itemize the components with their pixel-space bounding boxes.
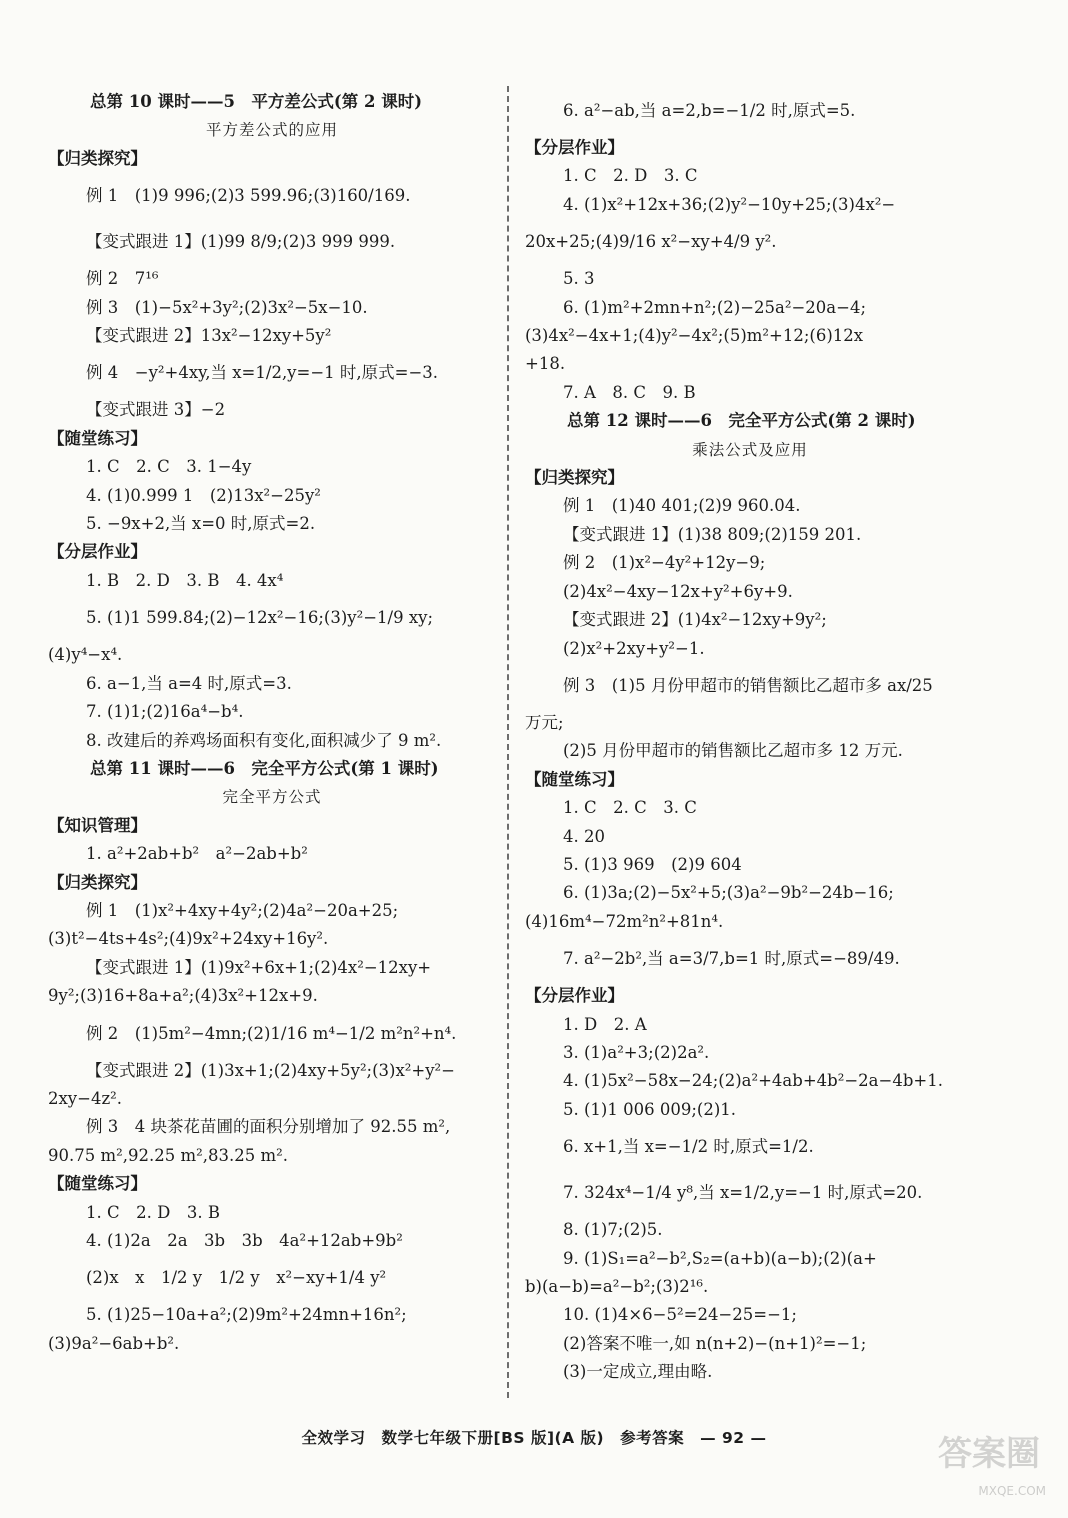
answer-line: 1. C 2. C 3. C: [563, 798, 697, 818]
answer-line: 4. 20: [563, 826, 605, 846]
answer-line: 9. (1)S₁=a²−b²,S₂=(a+b)(a−b);(2)(a+: [563, 1248, 877, 1268]
answer-line: (2)答案不唯一,如 n(n+2)−(n+1)²=−1;: [563, 1333, 867, 1353]
section-heading: 【随堂练习】: [48, 1174, 147, 1194]
watermark-logo-text: 答案圈: [938, 1434, 1040, 1474]
answer-line: 6. (1)m²+2mn+n²;(2)−25a²−20a−4;: [563, 297, 867, 317]
answer-line: 例 3 (1)5 月份甲超市的销售额比乙超市多 ax/25: [563, 675, 933, 695]
answer-line: 例 2 (1)5m²−4mn;(2)1/16 m⁴−1/2 m²n²+n⁴.: [86, 1023, 457, 1043]
answer-line: 2xy−4z².: [48, 1088, 123, 1108]
answer-line: 5. −9x+2,当 x=0 时,原式=2.: [86, 514, 316, 534]
answer-line: 6. (1)3a;(2)−5x²+5;(3)a²−9b²−24b−16;: [563, 883, 894, 903]
answer-line: 90.75 m²,92.25 m²,83.25 m².: [48, 1145, 288, 1165]
answer-line: 例 2 (1)x²−4y²+12y−9;: [563, 553, 766, 573]
answer-line: 6. a²−ab,当 a=2,b=−1/2 时,原式=5.: [563, 101, 856, 120]
left-column: [48, 88, 496, 1358]
answer-line: 5. (1)1 006 009;(2)1.: [563, 1099, 737, 1119]
answer-line: 【变式跟进 3】−2: [86, 400, 226, 420]
section-heading: 【分层作业】: [48, 542, 147, 562]
watermark-logo: [910, 1426, 1050, 1498]
answer-line: 【变式跟进 2】(1)4x²−12xy+9y²;: [563, 610, 827, 630]
answer-line: (4)y⁴−x⁴.: [48, 645, 123, 665]
answer-line: 7. a²−2b²,当 a=3/7,b=1 时,原式=−89/49.: [563, 949, 900, 969]
answer-line: (2)x²+2xy+y²−1.: [563, 638, 705, 658]
answer-line: (3)9a²−6ab+b².: [48, 1333, 180, 1353]
section-heading: 【随堂练习】: [48, 428, 147, 448]
answer-line: 6. x+1,当 x=−1/2 时,原式=1/2.: [563, 1137, 814, 1157]
answer-line: 4. (1)5x²−58x−24;(2)a²+4ab+4b²−2a−4b+1.: [563, 1071, 943, 1091]
answer-line: (4)16m⁴−72m²n²+81n⁴.: [525, 911, 724, 931]
section-heading: 【归类探究】: [48, 872, 147, 892]
lesson-subtitle: 乘法公式及应用: [692, 440, 808, 459]
answer-line: 4. (1)x²+12x+36;(2)y²−10y+25;(3)4x²−: [563, 194, 896, 214]
answer-line: 5. (1)25−10a+a²;(2)9m²+24mn+16n²;: [86, 1305, 407, 1325]
answer-line: 例 3 4 块茶花苗圃的面积分别增加了 92.55 m²,: [86, 1117, 451, 1137]
answer-line: 8. (1)7;(2)5.: [563, 1220, 663, 1240]
answer-line: 5. (1)3 969 (2)9 604: [563, 854, 742, 874]
section-heading: 【知识管理】: [48, 815, 147, 835]
page-footer: 全效学习 数学七年级下册[BS 版](A 版) 参考答案 — 92 —: [301, 1429, 767, 1447]
answer-line: 7. A 8. C 9. B: [563, 382, 696, 402]
answer-line: 1. a²+2ab+b² a²−2ab+b²: [86, 844, 308, 864]
answer-line: 20x+25;(4)9/16 x²−xy+4/9 y².: [525, 232, 777, 252]
answer-line: (3)4x²−4x+1;(4)y²−4x²;(5)m²+12;(6)12x: [525, 326, 864, 346]
answer-line: 例 3 (1)−5x²+3y²;(2)3x²−5x−10.: [86, 297, 368, 317]
answer-line: (2)x x 1/2 y 1/2 y x²−xy+1/4 y²: [86, 1268, 387, 1288]
answer-line: (2)4x²−4xy−12x+y²+6y+9.: [563, 581, 793, 601]
section-heading: 【分层作业】: [525, 138, 624, 157]
answer-line: 4. (1)0.999 1 (2)13x²−25y²: [86, 485, 321, 505]
section-heading: 【归类探究】: [525, 468, 624, 488]
section-heading: 【随堂练习】: [525, 769, 624, 789]
section-heading: 【分层作业】: [525, 986, 624, 1006]
lesson-title: 总第 11 课时——6 完全平方公式(第 1 课时): [90, 758, 439, 778]
lesson-title: 总第 12 课时——6 完全平方公式(第 2 课时): [567, 411, 916, 431]
lesson-subtitle: 平方差公式的应用: [205, 121, 338, 140]
right-column: [525, 88, 975, 1387]
answer-line: 3. (1)a²+3;(2)2a².: [563, 1042, 710, 1062]
answer-line: 4. (1)2a 2a 3b 3b 4a²+12ab+9b²: [86, 1231, 403, 1250]
answer-line: 例 4 −y²+4xy,当 x=1/2,y=−1 时,原式=−3.: [86, 363, 439, 383]
answer-line: 1. C 2. D 3. B: [86, 1202, 220, 1222]
answer-line: +18.: [525, 354, 566, 374]
answer-line: 【变式跟进 1】(1)38 809;(2)159 201.: [563, 524, 862, 544]
answer-line: (2)5 月份甲超市的销售额比乙超市多 12 万元.: [563, 741, 903, 761]
answer-line: 【变式跟进 2】13x²−12xy+5y²: [86, 326, 332, 346]
answer-line: (3)一定成立,理由略.: [563, 1362, 713, 1382]
answer-line: 10. (1)4×6−5²=24−25=−1;: [563, 1305, 797, 1325]
answer-line: b)(a−b)=a²−b²;(3)2¹⁶.: [525, 1277, 709, 1296]
lesson-title: 总第 10 课时——5 平方差公式(第 2 课时): [90, 92, 423, 111]
answer-line: 【变式跟进 2】(1)3x+1;(2)4xy+5y²;(3)x²+y²−: [86, 1060, 455, 1080]
lesson-subtitle: 完全平方公式: [222, 788, 322, 807]
answer-line: 例 1 (1)9 996;(2)3 599.96;(3)160/169.: [86, 186, 411, 206]
answer-line: 【变式跟进 1】(1)9x²+6x+1;(2)4x²−12xy+: [86, 957, 432, 977]
section-heading: 【归类探究】: [48, 148, 147, 168]
answer-line: 7. 324x⁴−1/4 y⁸,当 x=1/2,y=−1 时,原式=20.: [563, 1183, 923, 1203]
answer-line: 9y²;(3)16+8a+a²;(4)3x²+12x+9.: [48, 986, 318, 1006]
answer-line: 6. a−1,当 a=4 时,原式=3.: [86, 673, 292, 693]
answer-line: (3)t²−4ts+4s²;(4)9x²+24xy+16y².: [48, 929, 329, 949]
answer-line: 1. B 2. D 3. B 4. 4x⁴: [86, 570, 284, 590]
answer-line: 例 2 7¹⁶: [86, 269, 159, 289]
answer-line: 例 1 (1)40 401;(2)9 960.04.: [563, 496, 801, 516]
column-divider: [507, 86, 509, 1398]
answer-line: 例 1 (1)x²+4xy+4y²;(2)4a²−20a+25;: [86, 900, 399, 920]
watermark-url: MXQE.COM: [978, 1484, 1046, 1498]
answer-line: 7. (1)1;(2)16a⁴−b⁴.: [86, 702, 244, 722]
answer-line: 1. C 2. D 3. C: [563, 166, 698, 186]
answer-line: 5. (1)1 599.84;(2)−12x²−16;(3)y²−1/9 xy;: [86, 608, 434, 628]
answer-line: 8. 改建后的养鸡场面积有变化,面积减少了 9 m².: [86, 730, 442, 750]
answer-line: 1. D 2. A: [563, 1014, 647, 1034]
answer-line: 万元;: [525, 712, 564, 732]
answer-line: 1. C 2. C 3. 1−4y: [86, 457, 252, 477]
answer-line: 5. 3: [563, 269, 595, 289]
answer-line: 【变式跟进 1】(1)99 8/9;(2)3 999 999.: [86, 232, 396, 252]
